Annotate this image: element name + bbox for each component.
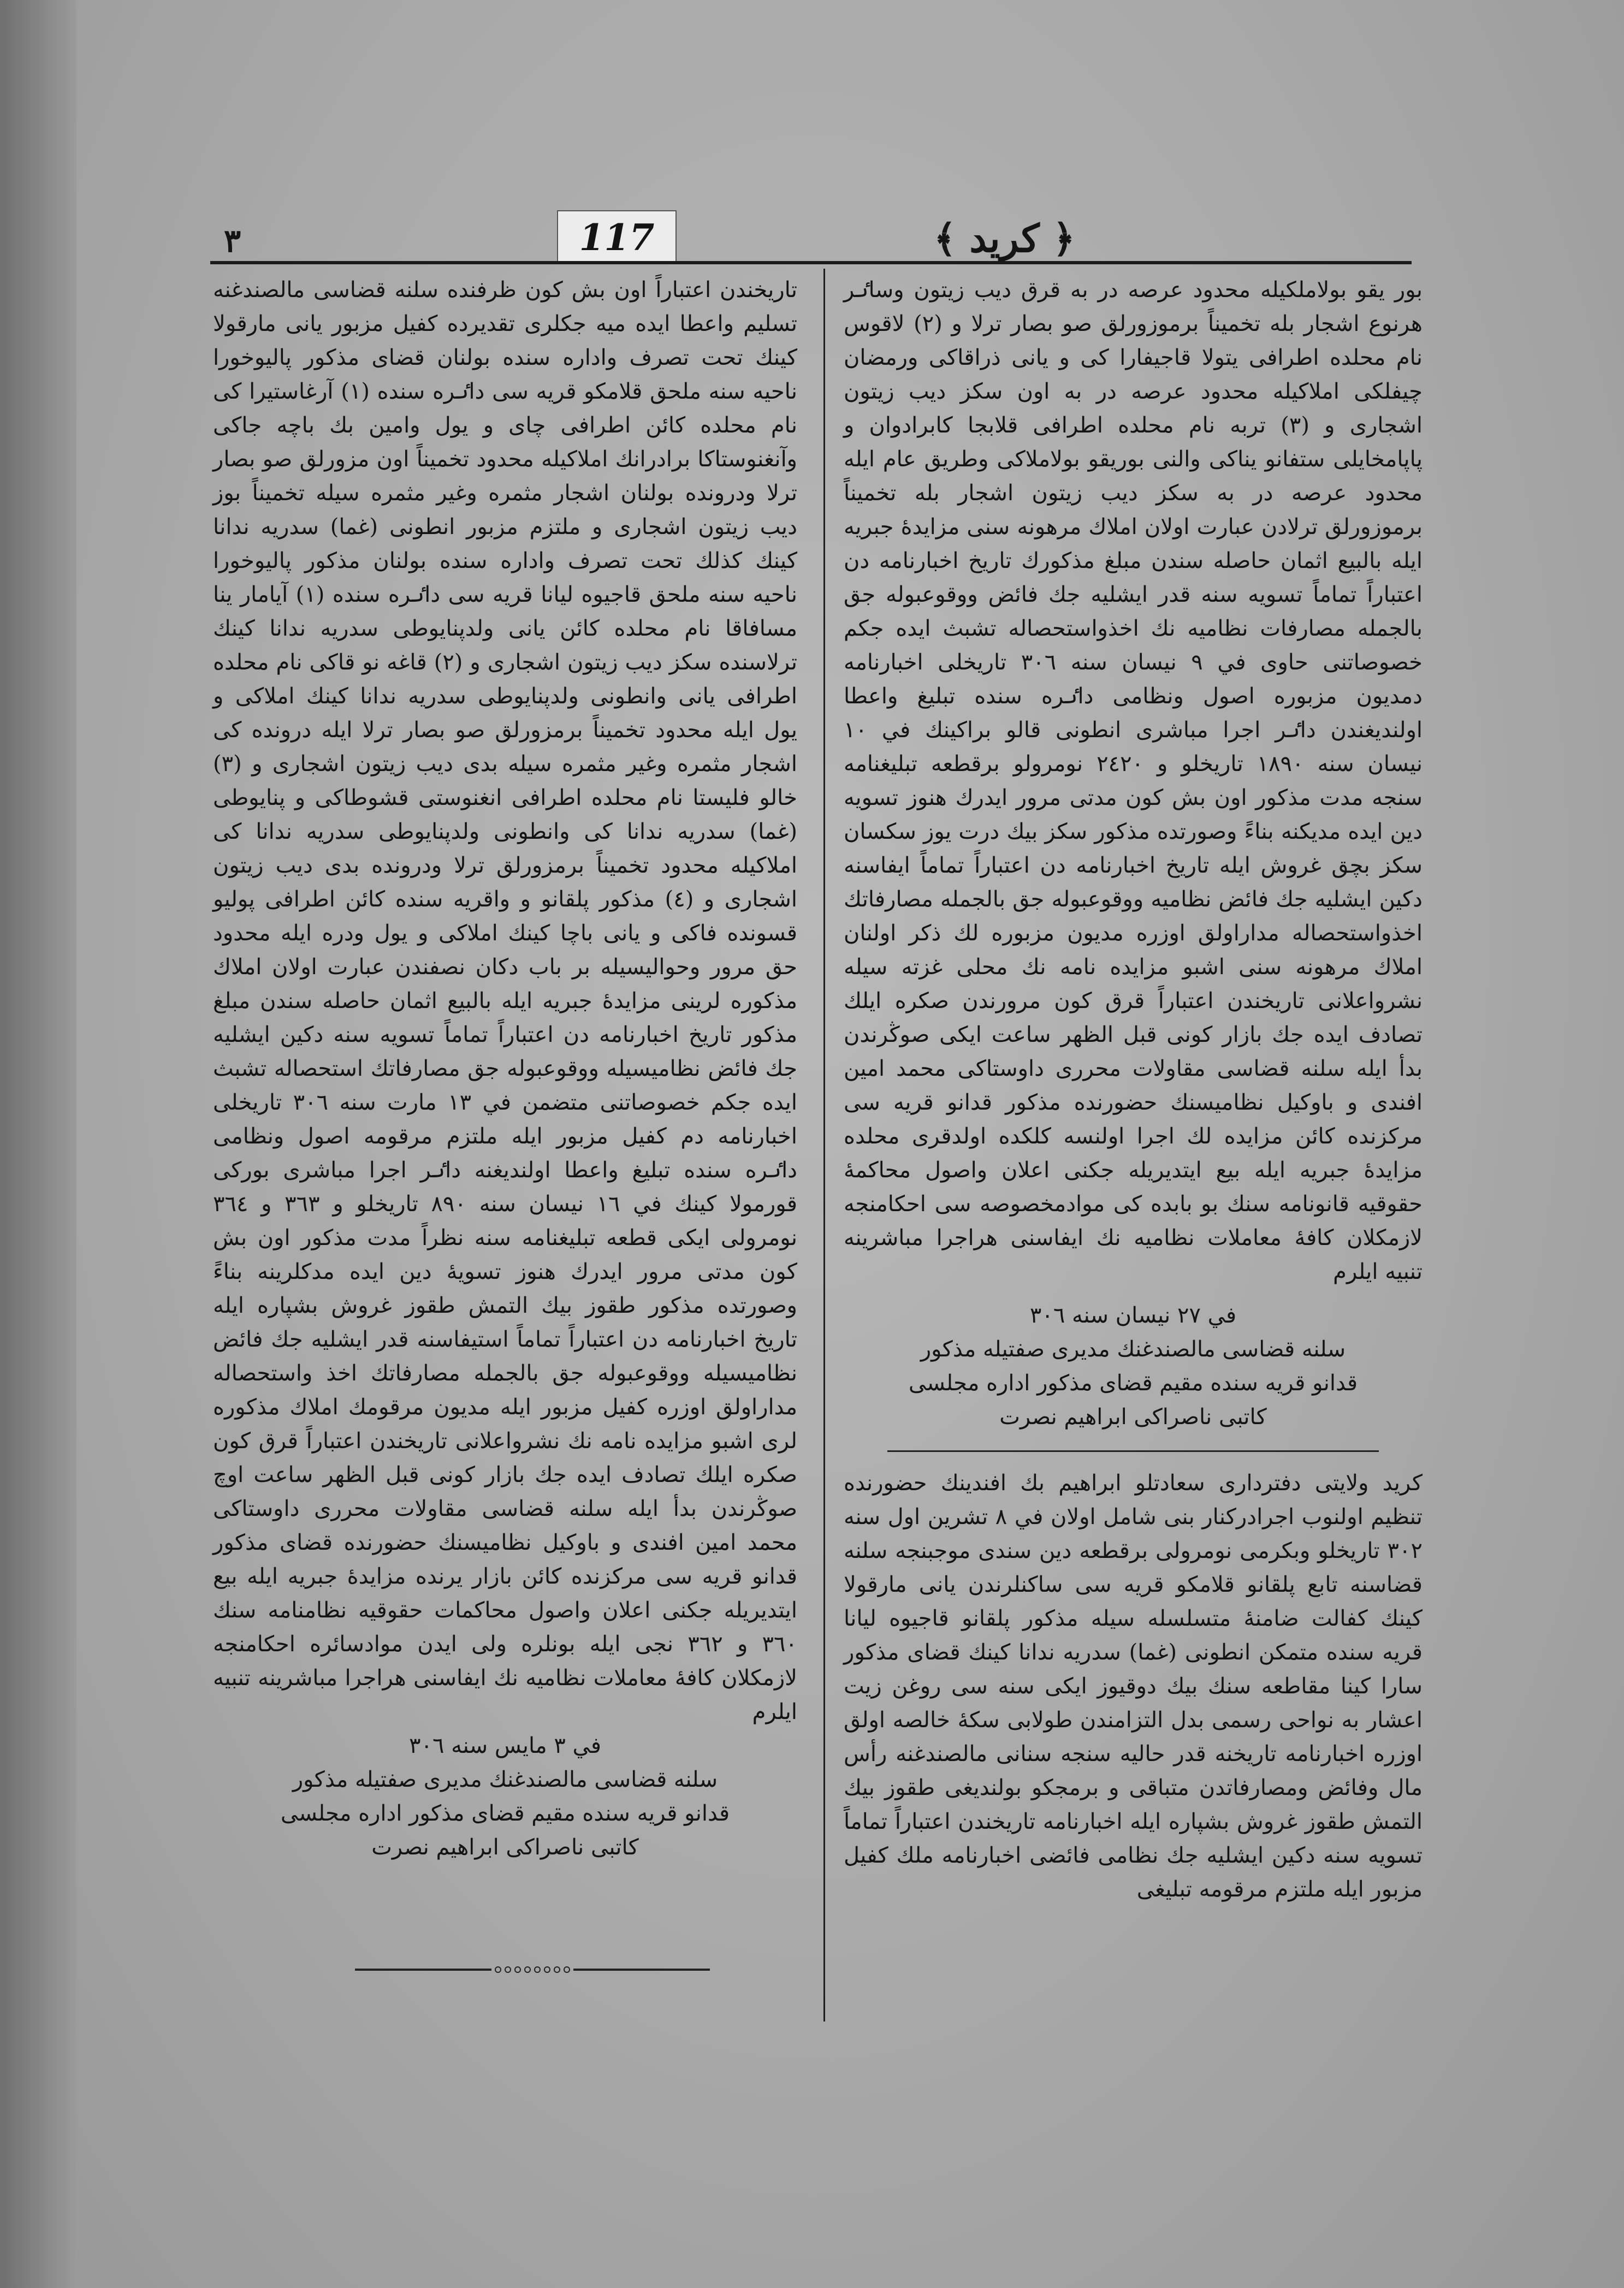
page-number: ٣ (224, 222, 241, 259)
signature-line: سلنه قضاسى مالصندغنك مديرى صفتيله مذكور (920, 1337, 1346, 1362)
signature-line: كاتبى ناصراكى ابراهيم نصرت (371, 1835, 639, 1860)
section-divider (887, 1450, 1379, 1452)
notice-paragraph: بور يقو بولاملكيله محدود عرصه در به قرق ديب زيتون وساٸر هرنوع اشجار بله تخميناً برموزورلق صو بصار ترلا و (٢) لاقوس نام محلده اطرافى يتولا قاجيفارا كى و يانى ذراقاكى ورمضان چيفلكى املاكيله محدود عرصه در به اون سكز ديب زيتون اشجارى و (٣) تربه نام محلده اطرافى قلابجا كابرادوان و پاپامخايلى ستفانو يناكى والنى بوريقو بولاملاكى وطريق عام ايله محدود عرصه در به سكز ديب زيتون اشجار بله تخميناً برموزورلق ترلادن عبارت اولان املاك مرهونه سنى مزايدهٔ جبريه ايله بالبيع اثمان حاصله سندن مبلغ مذكورك تاريخ اخبارنامه دن اعتباراً تماماً تسويه سنه قدر ايشليه جك فائض ووقوعبوله جق بالجمله مصارفات نظاميه نك اخذواستحصاله تشبث ايده جكم خصوصاتنى حاوى في ٩ نيسان سنه ٣٠٦ تاريخلى اخبارنامه دمديون مزبوره اصول ونظامى داٸره سنده تبليغ واعطا اولنديغندن داٸر اجرا مباشرى انطونى قالو براكينك في ١٠ نيسان سنه ١٨٩٠ تاريخلو و ٢٤٢٠ نومرولو برقطعه تبليغنامه سنجه مدت مذكور اون بش كون مدتى مرور ايدرك هنوز تسويه دين ايده مديكنه بناءً وصورتده مذكور سكز بيك درت يوز سكسان سكز بچق غروش ايله تاريخ اخبارنامه دن اعتباراً تماماً ايفاسنه دكين ايشليه جك فائض نظاميه ووقوعبوله جق بالجمله مصارفاتك اخذواستحصاله مداراولق اوزره مديون مزبوره لك ذكر اولنان املاك مرهونه سنى اشبو مزايده نامه نك محلى غزته سيله نشرواعلانى تاريخندن اعتباراً قرق كون مرورندن صكره ايلك تصادف ايده جك بازار كونى قبل الظهر ساعت ايكى صوڭرندن بدأ ايله سلنه قضاسى مقاولات محررى داوستاكى محمد امين افندى و باوكيل نظاميسنك حضورنده مذكور قدانو قريه سى مركزنده كائن مزايده لك اجرا اولنسه كلكده اولدقرى محلده مزايدهٔ جبريه ايله بيع ايتديريله جكنى اعلان واصول محاكمهٔ حقوقيه قانونامه سنك بو بابده كى موادمخصوصه سى احكامنجه لازمكلان كافهٔ معاملات نظاميه نك ايفاسنى هراجرا مباشرينه تنبيه ايلرم (844, 277, 1423, 1284)
left-column (213, 273, 797, 1864)
ornament-rule (355, 1966, 710, 1973)
notice-paragraph: كريد ولايتى دفترداری سعادتلو ابراهيم بك افندينك حضورنده تنظيم اولنوب اجرادركنار بنى شامل اولان في ٨ تشرين اول سنه ٣٠٢ تاريخلو وبكرمى نومرولى برقطعه دين سندى موجبنجه سلنه قضاسنه تابع پلقانو قلامكو قريه سى ساكنلرندن يانى مارقولا كينك كفالت ضامنهٔ متسلسله سيله مذكور پلقانو قاجيوه ليانا قريه سنده متمكن انطونى (غما) سدريه ندانا كينك قضاى مذكور سارا كينا مقاطعه سنك بيك دوقيوز ايكى سنه سى روغن زيت اعشار به نواحى رسمى بدل التزامندن طولابى سكهٔ خالصه اولق اوزره اخبارنامه تاريخنه قدر حاليه سنجه سنانى مالصندغنه رأس مال وفائض ومصارفاتدن متباقى و برمجكو بولنديغى طقوز بيك التمش طقوز غروش بشپاره ايله اخبارنامه تاريخندن اعتباراً تماماً تسويه سنه دكين ايشليه جك نظامى فائضى اخبارنامه ملك كفيل مزبور ايله ملتزم مرقومه تبليغى (844, 1471, 1423, 1902)
signature-line: سلنه قضاسى مالصندغنك مديرى صفتيله مذكور (292, 1767, 718, 1792)
signature-date: في ٣ مايس سنه ٣٠٦ (408, 1733, 602, 1758)
column-divider (823, 269, 825, 2022)
signature-line: قدانو قريه سنده مقيم قضاى مذكور اداره مجلسى (908, 1371, 1358, 1396)
masthead-title: ﴿ كريد ﴾ (934, 216, 1075, 261)
scan-edge (0, 0, 76, 2288)
right-column (844, 273, 1423, 1906)
notice-signature (213, 1729, 797, 1864)
header-rule (210, 261, 1412, 264)
page-header (208, 210, 1409, 265)
signature-date: في ٢٧ نيسان سنه ٣٠٦ (1029, 1303, 1237, 1328)
notice-paragraph: تاريخندن اعتباراً اون بش كون ظرفنده سلنه قضاسى مالصندغنه تسليم واعطا ايده ميه جكلرى تقديرده كفيل مزبور يانى مارقولا كينك تحت تصرف واداره سنده بولنان قضاى مذكور پاليوخورا ناحيه سنه ملحق قلامكو قريه سى داٸره سنده (١) آرغاستيرا كى نام محلده كائن اطرافى چاى و يول وامين بك باچه جاكى وآنغنوستاكا برادرانك املاكيله محدود تخميناً اون مزورلق صو بصار ترلا ودرونده بولنان اشجار مثمره وغير مثمره سيله تخميناً بوز ديب زيتون اشجارى و ملتزم مزبور انطونى (غما) سدريه ندانا كينك كذلك تحت تصرف واداره سنده بولنان مذكور پاليوخورا ناحيه سنه ملحق قاجيوه ليانا قريه سى داٸره سنده (١) آيامار ينا مسافاقا نام محلده كائن يانى ولدپنايوطى سدريه ندانا كينك ترلاسنده سكز ديب زيتون اشجارى و (٢) قاغه نو قاكى نام محلده اطرافى يانى وانطونى ولدپنايوطى سدريه ندانا كينك املاكى و يول ايله محدود تخميناً برمزورلق صو بصار ترلا ايله درونده كى اشجار مثمره وغير مثمره سيله بدى ديب زيتون اشجارى و (٣) خالو فليستا نام محلده اطرافى انغنوستى قشوطاكى و پنايوطى (غما) سدريه ندانا كى وانطونى ولدپنايوطى سدريه ندانا كى املاكيله محدود تخميناً برمزورلق ترلا ودرونده بدى ديب زيتون اشجارى و (٤) مذكور پلقانو و واقريه سنده كائن اطرافى پوليو قسونده فاكى و يانى باچا كينك املاكى و يول ودره ايله محدود حق مرور وحواليسيله بر باب دكان نصفندن عبارت اولان املاك مذكوره لرينى مزايدهٔ جبريه ايله بالبيع اثمان حاصله سندن مبلغ مذكور تاريخ اخبارنامه دن اعتباراً تماماً تسويه سنه دكين ايشليه جك فائض نظاميسيله ووقوعبوله جق مصارفاتك استحصاله تشبث ايده جكم خصوصاتنى متضمن في ١٣ مارت سنه ٣٠٦ تاريخلى اخبارنامه دم كفيل مزبور ايله ملتزم مرقومه اصول ونظامى داٸره سنده تبليغ واعطا اولنديغنه داٸر اجرا مباشرى بوركى قورمولا كينك في ١٦ نيسان سنه ٨٩٠ تاريخلو و ٣٦٣ و ٣٦٤ نومرولى ايكى قطعه تبليغنامه سنه نظراً مدت مذكور اون بش كون مدتى مرور ايدرك هنوز تسويهٔ دين ايده مدكلرينه بناءً وصورتده مذكور طقوز بيك التمش طقوز غروش بشپاره ايله تاريخ اخبارنامه دن اعتباراً تماماً استيفاسنه قدر ايشليه جك فائض نظاميسيله ووقوعبوله جق بالجمله مصارفاتك اخذ واستحصاله مداراولق اوزره كفيل مزبور ايله مديون مرقومك املاك مذكوره لرى اشبو مزايده نامه نك نشرواعلانى تاريخندن اعتباراً قرق كون صكره ايلك تصادف ايده جك بازار كونى قبل الظهر ساعت اوچ صوڭرندن بدأ ايله سلنه قضاسى مقاولات محررى داوستاكى محمد امين افندى و باوكيل نظاميسنك حضورنده قضاى مذكور قدانو قريه سى مركزنده كائن بازار يرنده مزايدهٔ جبريه ايله بيع ايتديريله جكنى اعلان واصول محاكمات حقوقيه نظامنامه سنك ٣٦٠ و ٣٦٢ نجى ايله بونلره ولى ايدن موادسائره احكامنجه لازمكلان كافهٔ معاملات نظاميه نك ايفاسنى هراجرا مباشرينه تنبيه ايلرم (213, 277, 798, 1724)
notice-signature (844, 1299, 1423, 1434)
folio-stamp: 117 (557, 210, 677, 264)
signature-line: قدانو قريه سنده مقيم قضاى مذكور اداره مجلسى (280, 1801, 730, 1826)
signature-line: كاتبى ناصراكى ابراهيم نصرت (999, 1404, 1267, 1430)
